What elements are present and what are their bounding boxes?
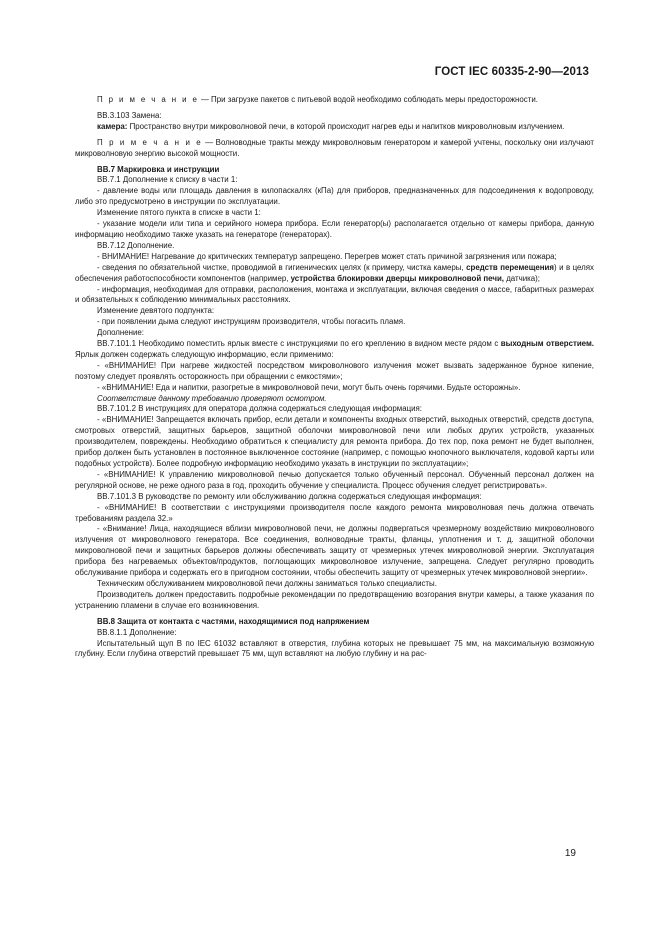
body-paragraph: - информация, необходимая для отправки, расположения, монтажа и эксплуатации, включая сведения о массе, габаритных размерах и обязательных к соблюдению минимальных расстояниях. bbox=[75, 284, 594, 305]
body-paragraph: Испытательный щуп В по IEC 61032 вставляют в отверстия, глубина которых не превышает 75 мм, на максимальную возможную глубину. Если глубина отверстий превышает 75 мм, щуп вставляют на любую глубину и на рас- bbox=[75, 638, 594, 659]
note-label: П р и м е ч а н и е bbox=[97, 95, 199, 104]
body-paragraph bbox=[75, 263, 594, 285]
document-body bbox=[75, 95, 594, 660]
body-paragraph: ВВ.7.1 Дополнение к списку в части 1: bbox=[97, 175, 238, 185]
document-header: ГОСТ IEC 60335-2-90—2013 bbox=[434, 66, 589, 78]
defined-term: камера: bbox=[97, 121, 128, 131]
body-paragraph bbox=[75, 339, 594, 361]
note-label: П р и м е ч а н и е bbox=[97, 137, 203, 147]
note-text: — При загрузке пакетов с питьевой водой необходимо соблюдать меры предосторожности. bbox=[198, 95, 538, 104]
text-run: датчика); bbox=[504, 273, 540, 283]
body-paragraph: - «ВНИМАНИЕ! При нагреве жидкостей посредством микроволнового излучения может вызвать задержанное бурное кипение, поэтому следует проявлять осторожность при обращении с емкостями»; bbox=[75, 360, 594, 381]
body-paragraph: - «Внимание! Лица, находящиеся вблизи микроволновой печи, не должны подвергаться чрезмерному воздействию микроволнового излучения от микроволнового генератора. Все соединения, волноводные тракты, фланцы, уплотнения и т. д. защитной оболочки микроволновой печи и защитных барьеров должны обеспечивать защиту от чрезмерных утечек микроволновой энергии. Эксплуатация прибора без нагреваемых объектов/продуктов, поглощающих микроволновое излучение, запрещена. Следует регулярно проводить обслуживание прибора и содержать его в пригодном состоянии, чтобы обеспечить защиту от чрезмерных утечек микроволновой энергии». bbox=[75, 524, 594, 578]
definition-paragraph bbox=[75, 122, 594, 133]
body-paragraph: ВВ.8.1.1 Дополнение: bbox=[97, 627, 177, 637]
note-paragraph bbox=[75, 95, 594, 106]
bold-term: выходным отверстием. bbox=[500, 339, 594, 349]
body-paragraph: - «ВНИМАНИЕ! Еда и напитки, разогретые в микроволновой печи, могут быть очень горячими. Будьте осторожны». bbox=[97, 382, 521, 392]
body-paragraph: ВВ.7.101.3 В руководстве по ремонту или обслуживанию должна содержаться следующая информация: bbox=[97, 491, 482, 501]
body-paragraph: ВВ.7.12 Дополнение. bbox=[97, 240, 175, 250]
text-run: ) и в целях обеспечения работоспособности компонентов (например, bbox=[75, 262, 594, 283]
text-run: Ярлык должен содержать следующую информацию, если применимо: bbox=[75, 349, 334, 359]
body-paragraph: Дополнение: bbox=[97, 328, 145, 338]
text-run: ВВ.7.101.1 Необходимо поместить ярлык вместе с инструкциями по его креплению в видном месте рядом с bbox=[97, 339, 501, 349]
body-paragraph: - давление воды или площадь давления в килопаскалях (кПа) для приборов, предназначенных для подсоединения к водопроводу, либо это предусмотрено в инструкции по эксплуатации. bbox=[75, 186, 594, 207]
body-paragraph: Изменение пятого пункта в списке в части 1: bbox=[97, 208, 261, 218]
section-heading: ВВ.8 Защита от контакта с частями, находящимися под напряжением bbox=[97, 616, 370, 626]
page-number: 19 bbox=[564, 848, 576, 859]
text-run: - сведения по обязательной чистке, проводимой в гигиенических целях (к примеру, чистка камеры, bbox=[97, 262, 467, 272]
body-paragraph: - «ВНИМАНИЕ! Запрещается включать прибор, если детали и компоненты входных отверстий, выходных отверстий, средств доступа, смотровых отверстий, защитных барьеров, защитной оболочки микроволновой печи или любых других устройств, указанных производителем, повреждены. Необходимо обратиться к специалисту для ремонта прибора. До тех пор, пока ремонт не будет выполнен, прибор должен быть установлен в постоянное выключенное состояние (например, с помощью кнопочного выключателя, кодовой карты или подобных устройств). Более подробную информацию необходимо указать в инструкции по эксплуатации»; bbox=[75, 415, 594, 468]
body-paragraph: - указание модели или типа и серийного номера прибора. Если генератор(ы) располагается отдельно от камеры прибора, данную информацию необходимо также указать на генераторе (генераторах). bbox=[75, 219, 594, 239]
note-paragraph bbox=[75, 138, 594, 160]
bold-term: средств перемещения bbox=[466, 262, 554, 272]
body-paragraph: - «ВНИМАНИЕ! В соответствии с инструкциями производителя после каждого ремонта микроволновая печь должна отвечать требованиям раздела 32.» bbox=[75, 502, 594, 523]
body-paragraph: - «ВНИМАНИЕ! К управлению микроволновой печью допускается только обученный персонал. Обученный персонал должен на регулярной основе, не реже одного раза в год, проходить обучение у специалиста. Процесс обучения следует регистрировать». bbox=[75, 469, 594, 490]
body-paragraph: ВВ.7.101.2 В инструкциях для оператора должна содержаться следующая информация: bbox=[97, 404, 422, 414]
bold-term: устройства блокировки дверцы микроволновой печи, bbox=[290, 273, 504, 283]
body-paragraph: - при появлении дыма следуют инструкциям производителя, чтобы погасить пламя. bbox=[97, 317, 406, 327]
body-paragraph: Производитель должен предоставить подробные рекомендации по предотвращению возгорания внутри камеры, а также указания по устранению пламени в случае его возникновения. bbox=[75, 589, 594, 610]
clause-heading: ВВ.3.103 Замена: bbox=[97, 110, 162, 120]
body-paragraph: Техническим обслуживанием микроволновой печи должны заниматься только специалисты. bbox=[97, 578, 437, 588]
body-paragraph: - ВНИМАНИЕ! Нагревание до критических температур запрещено. Перегрев может стать причиной загрязнения или пожара; bbox=[97, 251, 557, 261]
body-paragraph: Изменение девятого подпункта: bbox=[97, 306, 215, 316]
compliance-statement: Соответствие данному требованию проверяют осмотром. bbox=[97, 393, 327, 403]
definition-text: Пространство внутри микроволновой печи, в которой происходит нагрев еды и напитков микроволновым излучением. bbox=[127, 121, 565, 131]
note-text: — Волноводные тракты между микроволновым генератором и камерой учтены, поскольку они излучают микроволновую энергию высокой мощности. bbox=[75, 137, 594, 158]
section-heading: ВВ.7 Маркировка и инструкции bbox=[97, 164, 220, 174]
